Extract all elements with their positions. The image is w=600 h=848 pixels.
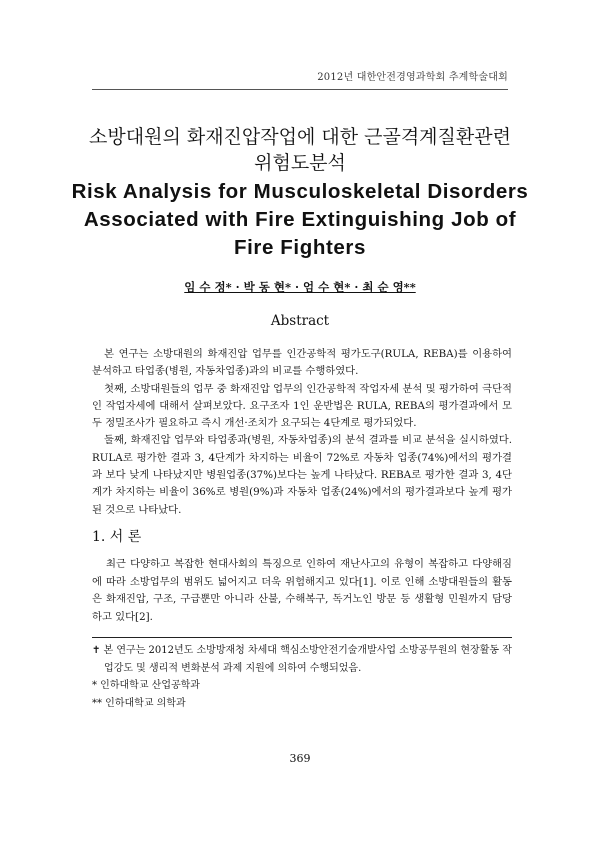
author-names: 임 수 정* · 박 동 현* · 엄 수 현* · 최 순 영** xyxy=(184,280,416,294)
korean-title-line-1: 소방대원의 화재진압작업에 대한 근골격계질환관련 xyxy=(89,126,511,148)
abstract-paragraph-2: 첫째, 소방대원들의 업무 중 화재진압 업무의 인간공학적 작업자세 분석 및 평가하여 극단적인 작업자세에 대해서 살펴보았다. 요구조자 1인 운반법은 RULA, REBA의 평가결과에서 모두 정밀조사가 필요하고 즉시 개선·조치가 요구되는 4단계로 평가되었다. xyxy=(92,382,512,430)
abstract-body xyxy=(92,346,512,519)
running-header: 2012년 대한안전경영과학회 추계학술대회 xyxy=(92,68,508,90)
english-title-line-3: Fire Fighters xyxy=(234,236,366,259)
english-title-line-2: Associated with Fire Extinguishing Job of xyxy=(83,208,517,231)
footnote-funding: ✝ 본 연구는 2012년도 소방방재청 차세대 핵심소방안전기술개발사업 소방공무원의 현장활동 작업강도 및 생리적 변화분석 과제 지원에 의하여 수행되었음. xyxy=(92,645,512,674)
section-heading-introduction: 1. 서 론 xyxy=(92,529,142,545)
english-title xyxy=(60,178,540,262)
footnote-affiliation-2: ** 인하대학교 의학과 xyxy=(92,697,186,709)
korean-title xyxy=(60,124,540,176)
korean-title-line-2: 위험도분석 xyxy=(254,152,346,174)
footnote-affiliation-1: * 인하대학교 산업공학과 xyxy=(92,680,200,691)
abstract-heading: Abstract xyxy=(270,313,330,329)
author-list xyxy=(60,279,540,295)
abstract-paragraph-3: 둘째, 화재진압 업무와 타업종과(병원, 자동차업종)의 분석 결과를 비교 분석을 실시하였다. RULA로 평가한 결과 3, 4단계가 차지하는 비율이 72%로 자동차 업종(74%)에서의 평가결과 보다 낮게 나타났지만 병원업종(37%)보다는 높게 나타났다. REBA로 평가한 결과 3, 4단계가 차지하는 비율이 36%로 병원(9%)과 자동차 업종(24%)에서의 평가결과보다 높게 평가된 것으로 나타났다. xyxy=(92,434,512,516)
footnotes xyxy=(92,637,512,712)
abstract-paragraph-1: 본 연구는 소방대원의 화재진압 업무를 인간공학적 평가도구(RULA, REBA)를 이용하여 분석하고 타업종(병원, 자동차업종)과의 비교를 수행하였다. xyxy=(92,348,512,378)
page-number: 369 xyxy=(289,752,311,765)
introduction-paragraph: 최근 다양하고 복잡한 현대사회의 특징으로 인하여 재난사고의 유형이 복잡하고 다양해짐에 따라 소방업무의 범위도 넓어지고 더욱 위험해지고 있다[1]. 이로 인해 소방대원들의 활동은 화재진압, 구조, 구급뿐만 아니라 산불, 수해복구, 독거노인 방문 등 생활형 민원까지 담당하고 있다[2]. xyxy=(92,558,512,623)
english-title-line-1: Risk Analysis for Musculoskeletal Disorders xyxy=(71,180,529,203)
